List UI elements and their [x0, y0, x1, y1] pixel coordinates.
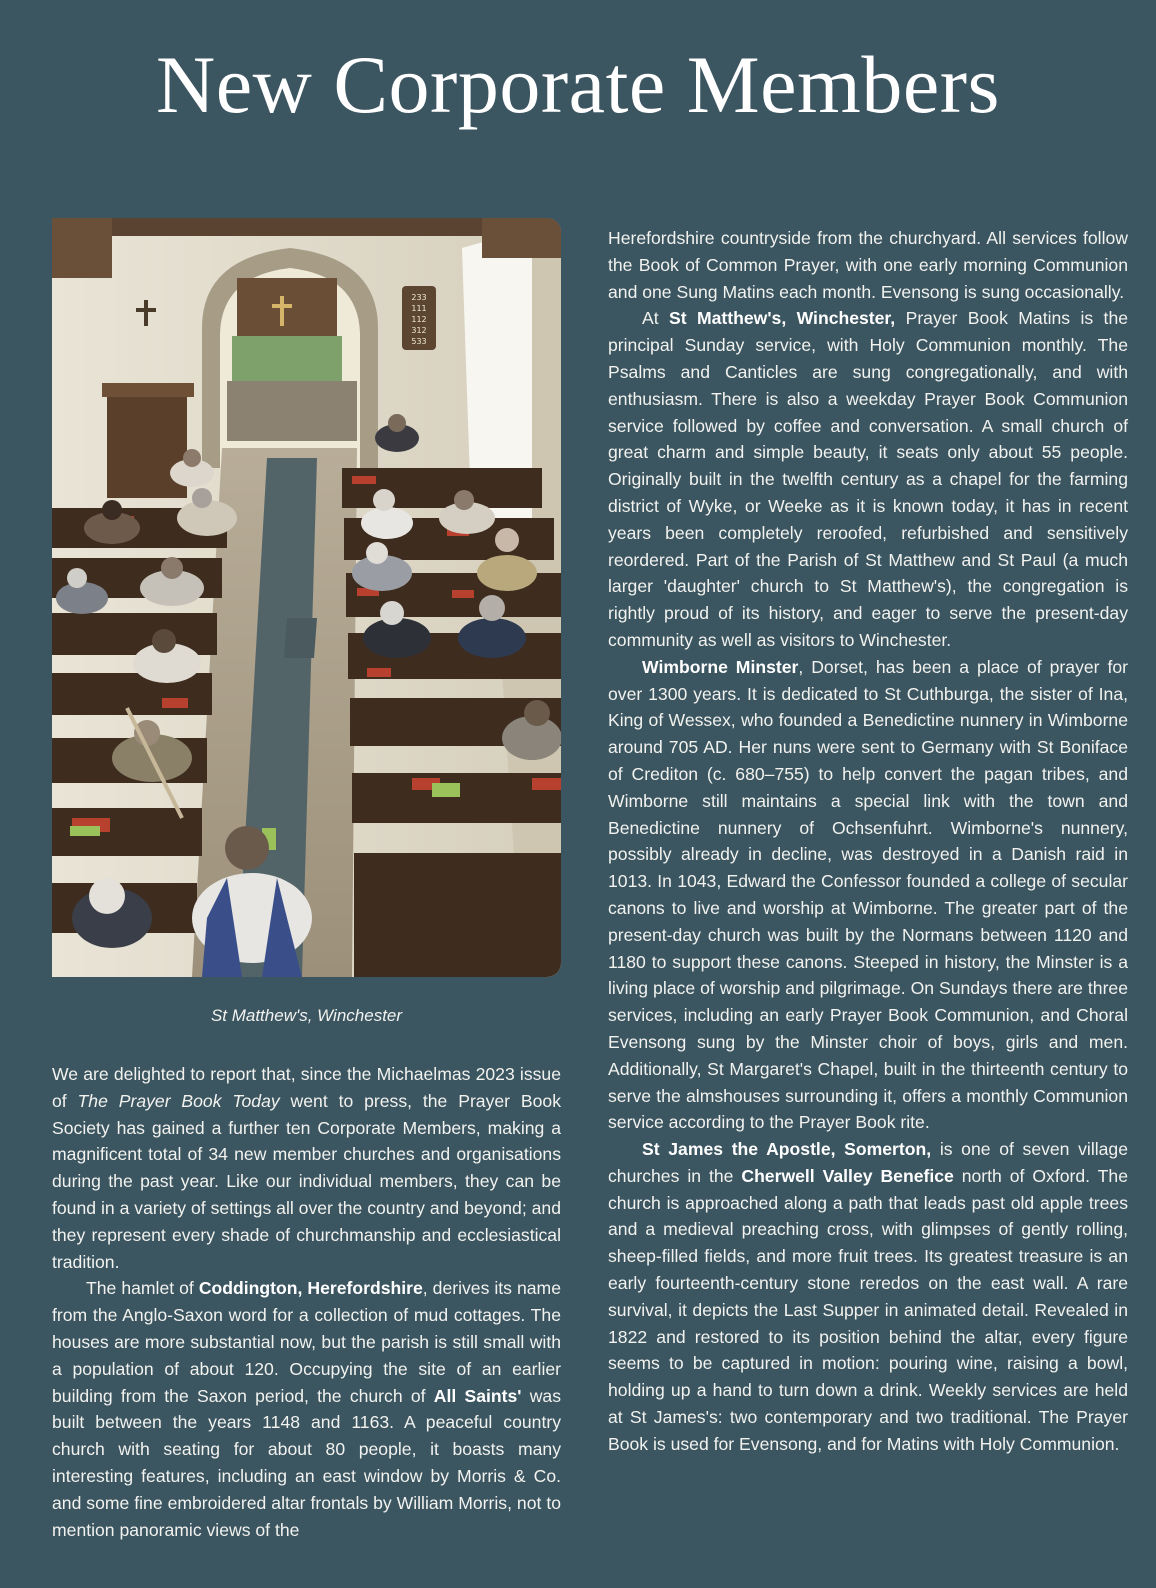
church-name: Coddington, Herefordshire: [198, 1278, 423, 1299]
st-matthews-paragraph: At St Matthew's, Winchester, Prayer Book Matins is the principal Sunday service, with Holy Communion monthly. The Psalms and Canticles are sung congregationally, and with enthusiasm. There is also a weekday Prayer Book Communion service followed by coffee and conversation. A small church of great charm and simple beauty, it seats only about 55 people. Originally built in the twelfth century as a chapel for the farming district of Wyke, or Weeke as it is known today, it has in recent years been completely reroofed, refurbished and sensitively reordered. Part of the Parish of St Matthew and St Paul (a much larger 'daughter' church to St Matthew's), the congregation is rightly proud of its history, and eager to serve the present-day community as well as visitors to Winchester.: [608, 308, 1129, 650]
coddington-continued-paragraph: Herefordshire countryside from the churchyard. All services follow the Book of Common Prayer, with one early morning Communion and one Sung Matins each month. Evensong is sung occasionally.: [608, 228, 1128, 302]
benefice-name: Cherwell Valley Benefice: [741, 1165, 954, 1186]
right-column: [608, 225, 1128, 1458]
hymn-number: 312: [411, 326, 427, 335]
church-interior-photo: [52, 218, 561, 977]
publication-title: The Prayer Book Today: [77, 1090, 280, 1111]
wimborne-paragraph: Wimborne Minster, Dorset, has been a place of prayer for over 1300 years. It is dedicated to St Cuthburga, the sister of Ina, King of Wessex, who founded a Benedictine nunnery in Wimborne around 705 AD. Her nuns were sent to Germany with St Boniface of Crediton (c. 680–755) to help convert the pagan tribes, and Wimborne still maintains a special link with the town and Benedictine nunnery of Ochsenfuhrt. Wimborne's nunnery, possibly already in decline, was destroyed in a Danish raid in 1013. In 1043, Edward the Confessor founded a college of secular canons to live and worship at Wimborne. The greater part of the present-day church was built by the Normans between 1120 and 1180 to support these canons. Steeped in history, the Minster is a living place of worship and pilgrimage. On Sundays there are three services, including an early Prayer Book Communion, and Choral Evensong sung by the Minster choir of boys, girls and men. Additionally, St Margaret's Chapel, built in the thirteenth century to serve the almshouses surrounding it, offers a monthly Communion service according to the Prayer Book rite.: [608, 656, 1128, 1133]
coddington-paragraph: The hamlet of Coddington, Herefordshire, derives its name from the Anglo-Saxon word for a collection of mud cottages. The houses are more substantial now, but the parish is still small with a population of about 120. Occupying the site of an earlier building from the Saxon period, the church of All Saints' was built between the years 1148 and 1163. A peaceful country church with seating for about 80 people, it boasts many interesting features, including an east window by Morris & Co. and some fine embroidered altar frontals by William Morris, not to mention panoramic views of the: [52, 1278, 561, 1540]
hymn-number: 112: [411, 315, 427, 324]
church-name: Wimborne Minster: [642, 656, 799, 677]
church-name: St James the Apostle, Somerton,: [642, 1139, 932, 1160]
church-name: All Saints': [433, 1385, 522, 1406]
left-column: [52, 1061, 561, 1543]
photo-caption: St Matthew's, Winchester: [210, 1006, 403, 1025]
page-title: New Corporate Members: [156, 39, 1000, 130]
st-james-paragraph: St James the Apostle, Somerton, is one of seven village churches in the Cherwell Valley Benefice north of Oxford. The church is approached along a path that leads past old apple trees and a medieval preaching cross, with glimpses of gently rolling, sheep-filled fields, and more fruit trees. Its greatest treasure is an early fourteenth-century stone reredos on the east wall. A rare survival, it depicts the Last Supper in animated detail. Revealed in 1822 and restored to its position behind the altar, every figure seems to be captured in motion: pouring wine, raising a bowl, holding up a hand to turn down a drink. Weekly services are held at St James's: two contemporary and two traditional. The Prayer Book is used for Evensong, and for Matins with Holy Communion.: [608, 1139, 1129, 1454]
hymn-number: 533: [411, 337, 427, 346]
hymn-number: 111: [411, 304, 427, 313]
hymn-number: 233: [411, 293, 427, 302]
intro-paragraph: We are delighted to report that, since the Michaelmas 2023 issue of The Prayer Book Today went to press, the Prayer Book Society has gained a further ten Corporate Members, making a magnificent total of 34 new member churches and organisations during the past year. Like our individual members, they can be found in a variety of settings all over the country and beyond; and they represent every shade of churchmanship and ecclesiastical tradition.: [52, 1064, 561, 1272]
church-name: St Matthew's, Winchester,: [669, 308, 896, 329]
